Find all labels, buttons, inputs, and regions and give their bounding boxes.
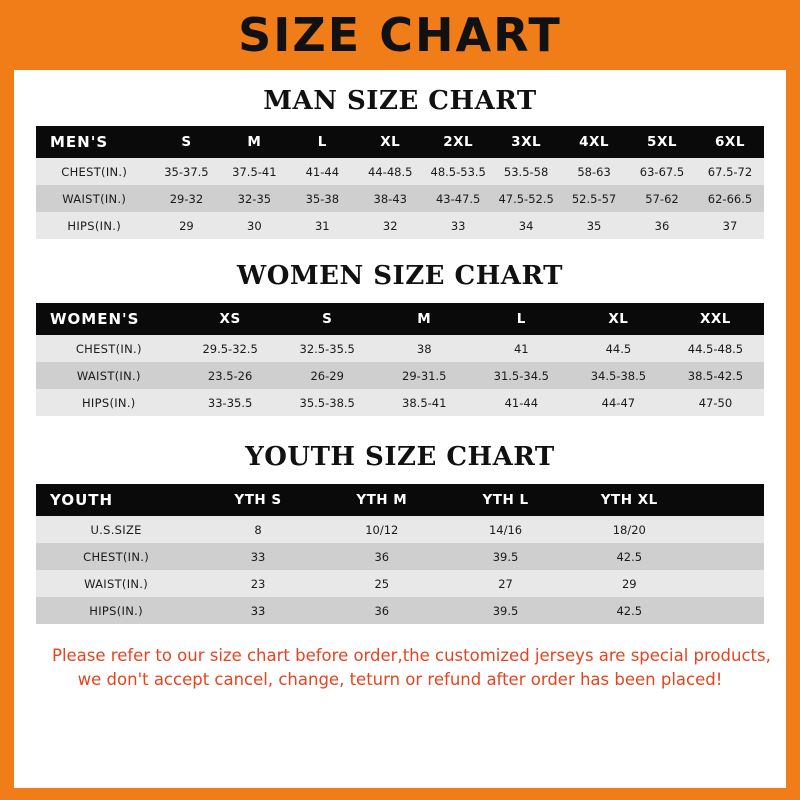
table-cell: 42.5 [567,543,691,570]
youth-header-l: YTH L [444,484,568,516]
man-header-2xl: 2XL [424,126,492,158]
table-cell: 31.5-34.5 [473,362,570,389]
man-header-corner: MEN'S [36,126,152,158]
table-cell: 47-50 [667,389,764,416]
youth-table-body [36,516,764,624]
table-cell: 23.5-26 [182,362,279,389]
youth-row-label-waist: WAIST(IN.) [36,570,196,597]
table-cell: 29.5-32.5 [182,335,279,362]
man-header-m: M [220,126,288,158]
women-table-header [36,303,764,335]
table-cell: 38-43 [356,185,424,212]
table-cell: 62-66.5 [696,185,764,212]
table-cell: 8 [196,516,320,543]
footer-note-line-2: we don't accept cancel, change, teturn or refund after order has been placed! [77,669,723,689]
table-cell: 48.5-53.5 [424,158,492,185]
women-header-corner: WOMEN'S [36,303,182,335]
table-row [36,597,764,624]
table-cell: 44-47 [570,389,667,416]
man-header-s: S [152,126,220,158]
women-table-body [36,335,764,416]
table-cell: 41 [473,335,570,362]
man-header-6xl: 6XL [696,126,764,158]
youth-header-xl: YTH XL [567,484,691,516]
table-cell: 37 [696,212,764,239]
table-cell: 36 [320,597,444,624]
youth-size-table [36,484,764,624]
table-cell: 29-32 [152,185,220,212]
page-title: SIZE CHART [238,8,562,62]
table-cell-spacer [691,543,764,570]
women-header-m: M [376,303,473,335]
table-cell: 39.5 [444,543,568,570]
women-row-label-chest: CHEST(IN.) [36,335,182,362]
man-header-3xl: 3XL [492,126,560,158]
youth-row-label-hips: HIPS(IN.) [36,597,196,624]
table-cell: 32.5-35.5 [279,335,376,362]
women-header-s: S [279,303,376,335]
table-cell: 38 [376,335,473,362]
bottom-accent-bar [0,788,800,800]
table-cell: 35 [560,212,628,239]
table-cell: 42.5 [567,597,691,624]
man-header-xl: XL [356,126,424,158]
man-table-header [36,126,764,158]
table-cell: 32 [356,212,424,239]
man-row-label-waist: WAIST(IN.) [36,185,152,212]
man-header-4xl: 4XL [560,126,628,158]
women-header-xxl: XXL [667,303,764,335]
table-cell: 37.5-41 [220,158,288,185]
table-row [36,158,764,185]
table-cell: 35.5-38.5 [279,389,376,416]
youth-row-label-chest: CHEST(IN.) [36,543,196,570]
table-cell: 36 [628,212,696,239]
table-cell: 41-44 [288,158,356,185]
table-row [36,389,764,416]
man-row-label-hips: HIPS(IN.) [36,212,152,239]
content-area [14,86,786,692]
table-cell: 35-37.5 [152,158,220,185]
table-cell: 10/12 [320,516,444,543]
table-cell: 44.5 [570,335,667,362]
table-cell: 34.5-38.5 [570,362,667,389]
table-cell: 39.5 [444,597,568,624]
youth-header-spacer [691,484,764,516]
table-row [36,335,764,362]
table-row [36,516,764,543]
table-cell-spacer [691,516,764,543]
youth-section-title: YOUTH SIZE CHART [245,442,555,472]
table-row [36,212,764,239]
women-header-xl: XL [570,303,667,335]
table-cell: 53.5-58 [492,158,560,185]
youth-header-m: YTH M [320,484,444,516]
table-cell: 31 [288,212,356,239]
table-cell: 43-47.5 [424,185,492,212]
man-row-label-chest: CHEST(IN.) [36,158,152,185]
table-cell: 30 [220,212,288,239]
women-row-label-hips: HIPS(IN.) [36,389,182,416]
women-section-title: WOMEN SIZE CHART [237,261,563,291]
man-header-l: L [288,126,356,158]
youth-row-label-ussize: U.S.SIZE [36,516,196,543]
table-cell: 29-31.5 [376,362,473,389]
table-cell: 25 [320,570,444,597]
table-cell: 63-67.5 [628,158,696,185]
table-cell: 35-38 [288,185,356,212]
youth-table-header [36,484,764,516]
footer-note-line-1: Please refer to our size chart before order,the customized jerseys are special products, [52,646,771,665]
man-section-title: MAN SIZE CHART [263,86,537,116]
youth-header-corner: YOUTH [36,484,196,516]
table-cell: 47.5-52.5 [492,185,560,212]
table-cell: 52.5-57 [560,185,628,212]
table-cell: 33 [424,212,492,239]
man-header-5xl: 5XL [628,126,696,158]
women-row-label-waist: WAIST(IN.) [36,362,182,389]
table-cell: 41-44 [473,389,570,416]
table-cell: 44-48.5 [356,158,424,185]
table-row [36,543,764,570]
header-banner [0,0,800,70]
man-size-table [36,126,764,239]
table-cell-spacer [691,570,764,597]
table-header-row [36,303,764,335]
table-cell-spacer [691,597,764,624]
table-cell: 33 [196,597,320,624]
table-cell: 38.5-42.5 [667,362,764,389]
women-header-l: L [473,303,570,335]
table-cell: 26-29 [279,362,376,389]
women-size-table [36,303,764,416]
table-cell: 33 [196,543,320,570]
women-header-xs: XS [182,303,279,335]
youth-header-s: YTH S [196,484,320,516]
table-cell: 57-62 [628,185,696,212]
table-cell: 36 [320,543,444,570]
man-table-body [36,158,764,239]
table-cell: 34 [492,212,560,239]
table-cell: 14/16 [444,516,568,543]
table-cell: 44.5-48.5 [667,335,764,362]
table-cell: 18/20 [567,516,691,543]
table-cell: 67.5-72 [696,158,764,185]
table-cell: 58-63 [560,158,628,185]
table-cell: 23 [196,570,320,597]
table-row [36,570,764,597]
table-row [36,185,764,212]
table-header-row [36,126,764,158]
table-cell: 32-35 [220,185,288,212]
table-header-row [36,484,764,516]
table-cell: 27 [444,570,568,597]
footer-note [36,644,771,692]
table-cell: 29 [152,212,220,239]
table-cell: 33-35.5 [182,389,279,416]
table-cell: 38.5-41 [376,389,473,416]
table-cell: 29 [567,570,691,597]
table-row [36,362,764,389]
